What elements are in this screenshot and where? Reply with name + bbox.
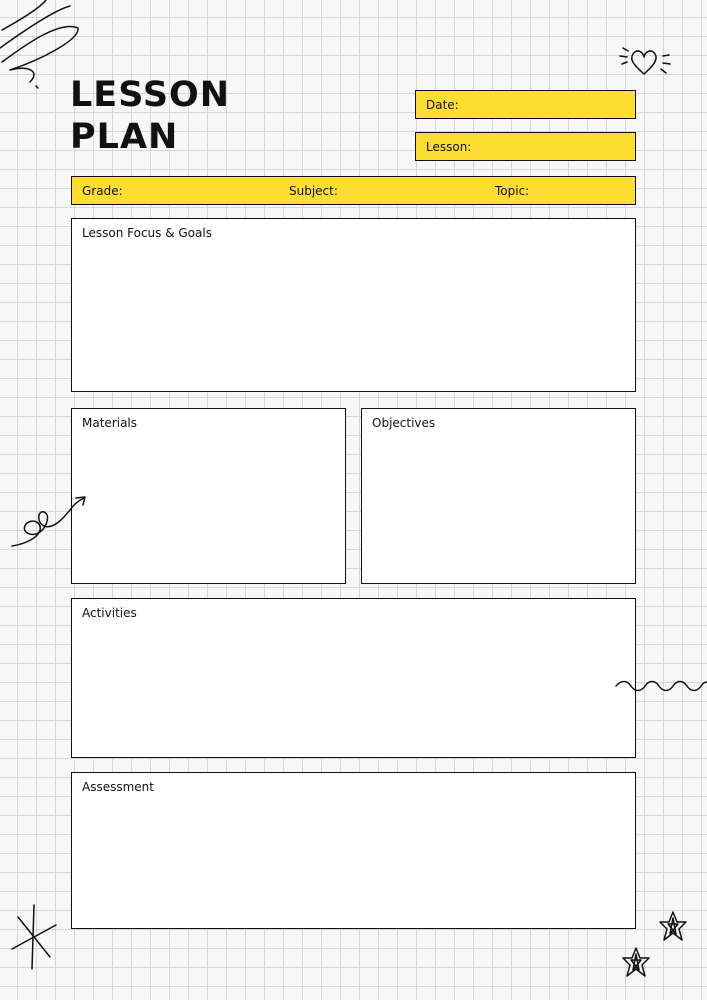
curly-arrow-icon — [10, 494, 90, 549]
materials-label: Materials — [82, 416, 138, 430]
squiggle-icon — [615, 674, 707, 698]
info-bar — [71, 176, 636, 205]
star-icon — [621, 946, 651, 980]
lesson-field[interactable] — [415, 132, 636, 161]
lesson-label: Lesson: — [426, 139, 472, 154]
star-icon — [658, 910, 688, 944]
objectives-box[interactable] — [361, 408, 636, 584]
title-line-1: LESSON — [70, 75, 231, 115]
title-line-2: PLAN — [70, 117, 179, 157]
subject-label[interactable]: Subject: — [289, 183, 338, 198]
objectives-label: Objectives — [372, 416, 436, 430]
date-field[interactable] — [415, 90, 636, 119]
date-label: Date: — [426, 97, 459, 112]
heart-icon — [617, 42, 673, 82]
asterisk-icon — [10, 903, 60, 971]
activities-box[interactable] — [71, 598, 636, 758]
grade-label[interactable]: Grade: — [82, 183, 123, 198]
page-title — [70, 74, 230, 158]
assessment-box[interactable] — [71, 772, 636, 929]
activities-label: Activities — [82, 606, 137, 620]
topic-label[interactable]: Topic: — [495, 183, 530, 198]
assessment-label: Assessment — [82, 780, 154, 794]
materials-box[interactable] — [71, 408, 346, 584]
focus-goals-box[interactable] — [71, 218, 636, 392]
focus-goals-label: Lesson Focus & Goals — [82, 226, 212, 240]
